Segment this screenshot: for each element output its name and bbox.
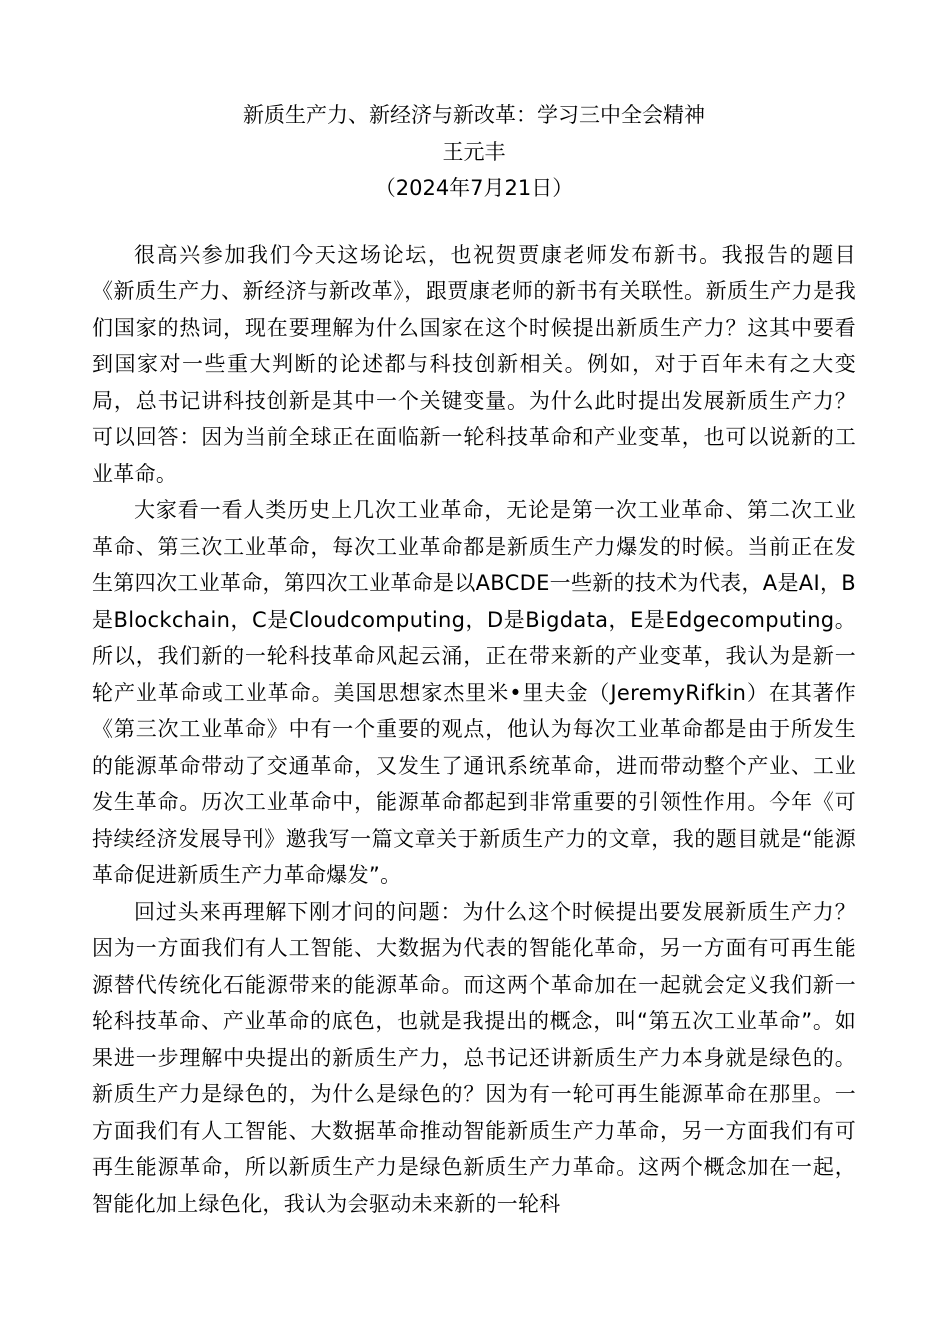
document-title: 新质生产力、新经济与新改革：学习三中全会精神 [243, 103, 705, 127]
document-date: （2024年7月21日） [374, 176, 574, 200]
document-header [92, 97, 856, 207]
header-spacer [92, 207, 856, 237]
document-body [92, 237, 856, 1223]
paragraph-3: 回过头来再理解下刚才问的问题：为什么这个时候提出要发展新质生产力？因为一方面我们有人工智能、大数据为代表的智能化革命，另一方面有可再生能源替代传统化石能源带来的能源革命。而这两个革命加在一起就会定义我们新一轮科技革命、产业革命的底色，也就是我提出的概念，叫“第五次工业革命”。如果进一步理解中央提出的新质生产力，总书记还讲新质生产力本身就是绿色的。新质生产力是绿色的，为什么是绿色的？因为有一轮可再生能源革命在那里。一方面我们有人工智能、大数据革命推动智能新质生产力革命，另一方面我们有可再生能源革命，所以新质生产力是绿色新质生产力革命。这两个概念加在一起，智能化加上绿色化，我认为会驱动未来新的一轮科 [92, 899, 856, 1216]
document-author: 王元丰 [442, 139, 506, 164]
paragraph-2: 大家看一看人类历史上几次工业革命，无论是第一次工业革命、第二次工业革命、第三次工业革命，每次工业革命都是新质生产力爆发的时候。当前正在发生第四次工业革命，第四次工业革命是以ABCDE一些新的技术为代表，A是AI，B是Blockchain，C是Cloudcomputing，D是Bigdata，E是Edgecomputing。所以，我们新的一轮科技革命风起云涌，正在带来新的产业变革，我认为是新一轮产业革命或工业革命。美国思想家杰里米•里夫金（JeremyRifkin）在其著作《第三次工业革命》中有一个重要的观点，他认为每次工业革命都是由于所发生的能源革命带动了交通革命，又发生了通讯系统革命，进而带动整个产业、工业发生革命。历次工业革命中，能源革命都起到非常重要的引领性作用。今年《可持续经济发展导刊》邀我写一篇文章关于新质生产力的文章，我的题目就是“能源革命促进新质生产力革命爆发”。 [92, 498, 856, 887]
paragraph-1: 很高兴参加我们今天这场论坛，也祝贺贾康老师发布新书。我报告的题目《新质生产力、新经济与新改革》，跟贾康老师的新书有关联性。新质生产力是我们国家的热词，现在要理解为什么国家在这个时候提出新质生产力？这其中要看到国家对一些重大判断的论述都与科技创新相关。例如，对于百年未有之大变局，总书记讲科技创新是其中一个关键变量。为什么此时提出发展新质生产力？可以回答：因为当前全球正在面临新一轮科技革命和产业变革，也可以说新的工业革命。 [92, 242, 856, 486]
